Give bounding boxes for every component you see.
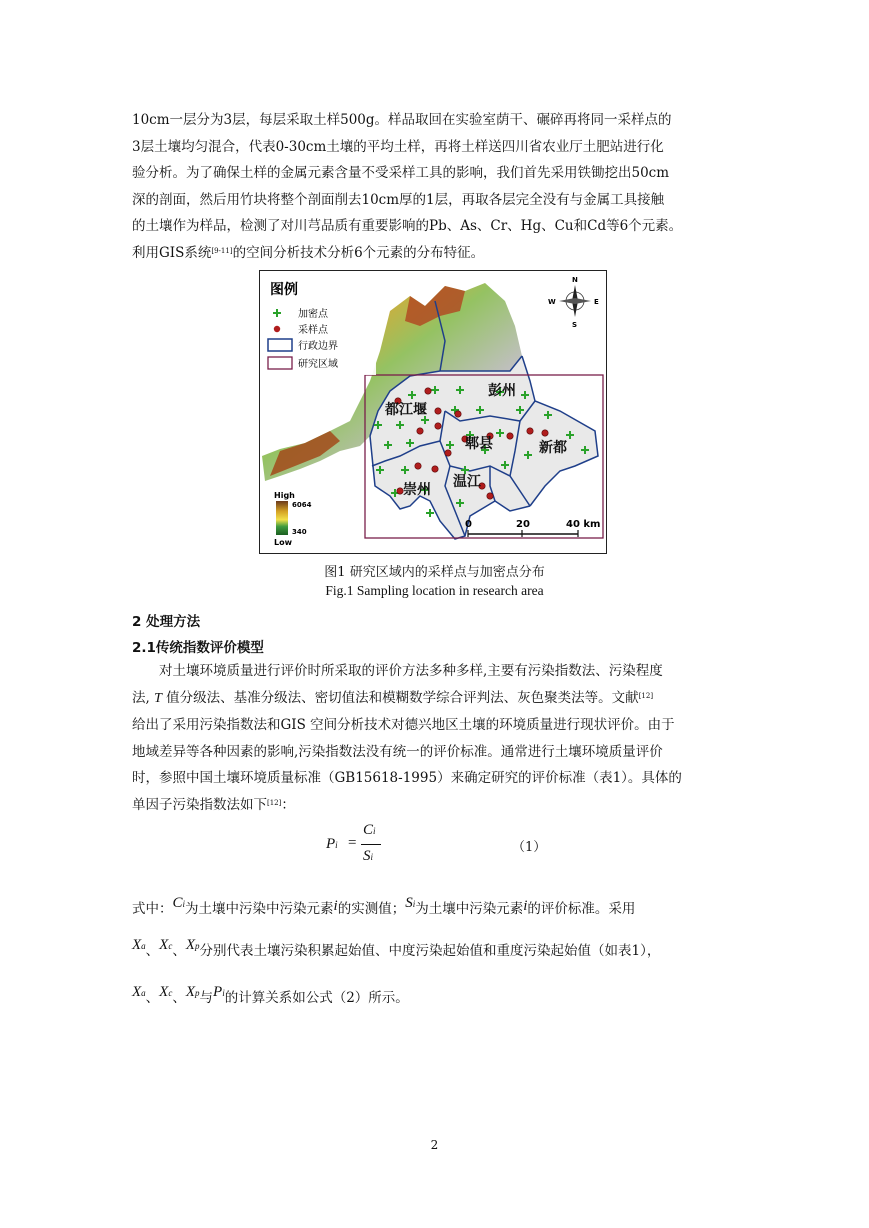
text-span: 的空间分析技术分析6个元素的分布特征。 xyxy=(232,244,485,261)
text-span: 为土壤中污染元素 xyxy=(415,901,524,917)
eq-lhs xyxy=(326,836,338,853)
math-var: X xyxy=(159,937,169,953)
text-line: 的土壤作为样品，检测了对川芎品质有重要影响的Pb、As、Cr、Hg、Cu和Cd等6个元素。 xyxy=(132,218,683,234)
text-line xyxy=(132,983,740,1014)
region-label: 郫县 xyxy=(465,436,493,452)
elevation-legend xyxy=(274,491,312,547)
math-sub: c xyxy=(168,941,173,951)
paragraph-definitions xyxy=(132,894,740,925)
math-sub: i xyxy=(182,899,186,909)
math-Xp xyxy=(186,984,200,1000)
scale-label: 20 xyxy=(516,519,530,530)
compass-rose-icon xyxy=(548,276,599,329)
text-line: 对土壤环境质量进行评价时所采取的评价方法多种多样,主要有污染指数法、污染程度 xyxy=(159,663,663,679)
math-Ci xyxy=(173,895,186,911)
citation-ref: [9-11] xyxy=(211,246,233,255)
elev-low-value: 340 xyxy=(292,528,307,536)
figure-caption-en: Fig.1 Sampling location in research area xyxy=(325,583,544,598)
elev-high-label: High xyxy=(274,491,295,500)
text-line xyxy=(132,240,740,267)
citation-ref: [12] xyxy=(267,798,282,807)
scale-label: 40 km xyxy=(566,519,601,530)
elevation-ramp xyxy=(276,501,288,535)
math-var: X xyxy=(132,984,142,1000)
text-span: 式中： xyxy=(132,901,173,917)
math-sub: i xyxy=(335,840,338,850)
math-sub: a xyxy=(141,988,146,998)
math-Xa xyxy=(132,937,146,953)
text-sep: 、 xyxy=(145,990,160,1006)
text-span: 利用GIS系统 xyxy=(132,244,212,261)
region-label: 温江 xyxy=(453,474,481,490)
region-label: 崇州 xyxy=(403,482,431,498)
sample-point xyxy=(445,450,451,456)
math-Si xyxy=(405,895,415,911)
sample-point xyxy=(432,466,438,472)
eq-fraction-bar xyxy=(361,844,381,845)
compass-w: W xyxy=(548,298,556,306)
text-span: 分别代表土壤污染积累起始值、中度污染起始值和重度污染起始值（如表1）， xyxy=(199,943,661,959)
figure-caption-cn: 图1 研究区域内的采样点与加密点分布 xyxy=(324,565,545,580)
math-var: i xyxy=(333,898,338,914)
study-area-map xyxy=(260,271,606,553)
text-sep: 、 xyxy=(172,943,186,959)
eq-numerator xyxy=(363,822,376,839)
sample-point xyxy=(435,423,441,429)
region-label: 新都 xyxy=(539,440,567,456)
map-legend xyxy=(264,275,376,375)
compass-s: S xyxy=(572,321,578,329)
text-span: 为土壤中污染中污染元素 xyxy=(185,901,334,917)
math-var: C xyxy=(172,895,183,911)
text-line: 10cm一层分为3层，每层采取土样500g。样品取回在实验室荫干、碾碎再将同一采样点的 xyxy=(132,112,672,128)
legend-label: 研究区域 xyxy=(298,359,338,370)
legend-label: 采样点 xyxy=(298,325,328,336)
sample-point xyxy=(425,388,431,394)
paragraph-sampling-method xyxy=(132,107,740,266)
text-line xyxy=(132,685,740,713)
text-line: 3层土壤均匀混合，代表0-30cm土壤的平均土样，再将土样送四川省农业厅土肥站进行化 xyxy=(132,138,664,155)
text-span: 与 xyxy=(199,990,214,1006)
eq-denominator xyxy=(363,848,373,865)
math-var: X xyxy=(132,937,142,953)
math-var: i xyxy=(523,898,528,914)
text-line: 深的剖面，然后用竹块将整个剖面削去10cm厚的1层，再取各层完全没有与金属工具接触 xyxy=(132,191,665,208)
legend-title: 图例 xyxy=(270,282,298,298)
text-line xyxy=(132,792,740,819)
sample-point xyxy=(455,411,461,417)
sample-point xyxy=(417,428,423,434)
legend-sample-icon xyxy=(274,326,280,332)
text-span: ： xyxy=(281,796,295,813)
elev-high-value: 6064 xyxy=(292,501,312,509)
sample-point xyxy=(415,463,421,469)
sample-point xyxy=(487,493,493,499)
text-sep: 、 xyxy=(172,990,186,1006)
compass-e: E xyxy=(594,298,599,306)
math-var: T xyxy=(154,690,162,706)
math-Xa xyxy=(132,984,146,1000)
text-span: 的评价标准。采用 xyxy=(527,901,636,917)
legend-label: 行政边界 xyxy=(298,341,338,352)
section-heading: 2 处理方法 xyxy=(132,614,201,630)
math-sub: i xyxy=(222,988,225,998)
math-sub: i xyxy=(370,852,374,862)
text-line: 给出了采用污染指数法和GIS 空间分析技术对德兴地区土壤的环境质量进行现状评价。由于 xyxy=(132,717,675,733)
legend-label: 加密点 xyxy=(298,309,328,320)
scale-bar xyxy=(465,519,600,537)
eq-equals: = xyxy=(348,835,357,851)
text-span: 值分级法、基准分级法、密切值法和模糊数学综合评判法、灰色聚类法等。文献 xyxy=(161,689,639,706)
region-label: 彭州 xyxy=(488,383,516,399)
region-label: 都江堰 xyxy=(385,402,427,418)
sample-point xyxy=(542,430,548,436)
text-line xyxy=(132,894,740,925)
math-sub: a xyxy=(141,941,146,951)
paragraph-index-model xyxy=(132,658,740,818)
text-span: 的计算关系如公式（2）所示。 xyxy=(224,990,409,1006)
math-var: P xyxy=(213,984,223,1000)
math-Xp xyxy=(186,937,200,953)
text-line xyxy=(132,936,740,967)
paragraph-definitions-3 xyxy=(132,983,740,1014)
text-line: 验分析。为了确保土样的金属元素含量不受采样工具的影响，我们首先采用铁锄挖出50cm xyxy=(132,165,670,181)
math-var: X xyxy=(185,984,196,1000)
text-span: 单因子污染指数法如下 xyxy=(132,796,267,813)
sample-point xyxy=(507,433,513,439)
math-var: P xyxy=(326,836,336,852)
text-sep: 、 xyxy=(145,943,160,959)
math-Xc xyxy=(159,937,172,953)
math-Pi xyxy=(213,984,225,1000)
math-var: S xyxy=(405,895,413,911)
scale-label: 0 xyxy=(465,519,472,530)
figure-study-area-map xyxy=(259,270,607,554)
text-line: 地域差异等各种因素的影响,污染指数法没有统一的评价标准。通常进行土壤环境质量评价 xyxy=(132,743,663,760)
page-number: 2 xyxy=(430,1138,439,1152)
math-var: X xyxy=(159,984,169,1000)
paragraph-definitions-2 xyxy=(132,936,740,967)
text-span: 法, xyxy=(132,689,155,706)
math-var: S xyxy=(363,848,371,864)
math-Xc xyxy=(159,984,172,1000)
citation-ref: [12] xyxy=(638,691,654,700)
text-line: 时，参照中国土壤环境质量标准（GB15618-1995）来确定研究的评价标准（表1）。具体的 xyxy=(132,770,682,786)
dense-point xyxy=(426,509,434,517)
subsection-heading: 2.1传统指数评价模型 xyxy=(132,640,264,656)
math-sub: p xyxy=(195,941,200,951)
compass-n: N xyxy=(572,276,578,284)
text-span: 的实测值； xyxy=(337,901,406,917)
math-sub: c xyxy=(168,988,173,998)
math-sub: i xyxy=(412,899,416,909)
math-var: X xyxy=(185,937,196,953)
math-sub: p xyxy=(195,988,200,998)
math-sub: i xyxy=(373,826,376,836)
equation-number: （1） xyxy=(512,840,547,855)
sample-point xyxy=(435,408,441,414)
math-var: C xyxy=(363,822,374,838)
sample-point xyxy=(527,428,533,434)
elev-low-label: Low xyxy=(274,538,292,547)
